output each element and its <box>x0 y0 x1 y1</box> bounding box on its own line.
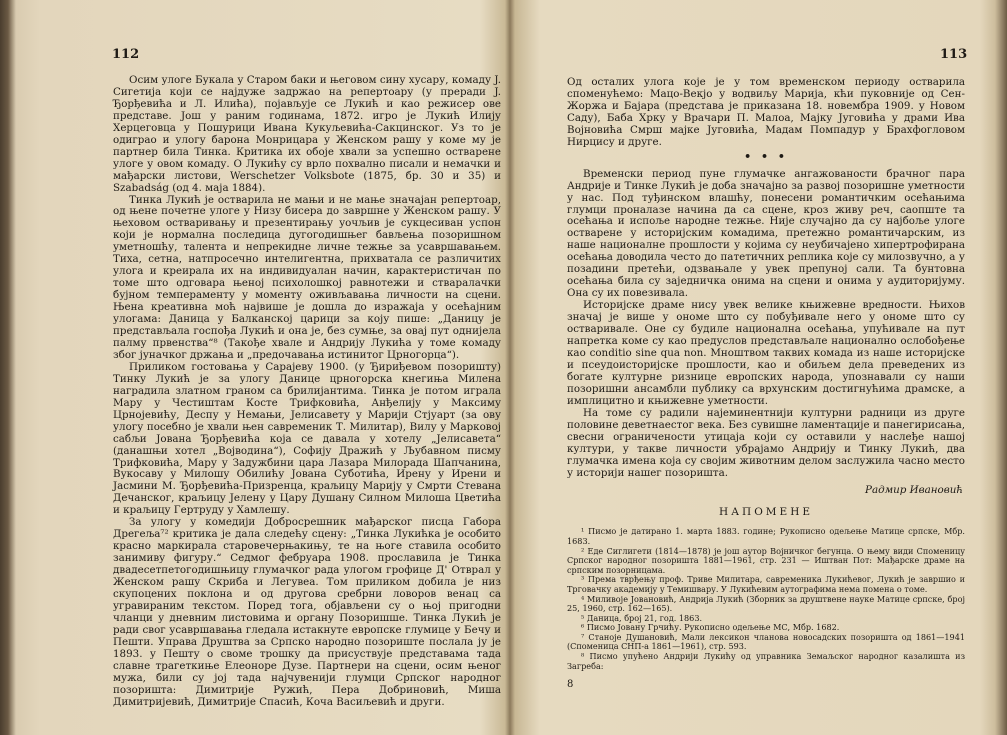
author-signature: Радмир Ивановић <box>865 484 963 497</box>
footnote: ⁶ Писмо Јовану Грчићу. Рукописно одељење МС, Мбр. 1682. <box>581 622 840 633</box>
footnote: ³ Према тврђењу проф. Триве Милитара, савременика Лукићевог, Лукић је завршио и Трговачку академију у Темишвару. У Лукићевим аутографима нема помена о томе. <box>567 574 965 594</box>
footnote: ⁴ Миливоје Јовановић, Андрија Лукић (Зборник за друштвене науке Матице српске, број 25, 1960, стр. 162—165). <box>567 593 965 614</box>
left-body-text <box>113 75 501 709</box>
paragraph: На томе су радили најеминентнији културни радници из друге половине деветнаестог века. Без сувишне ламентације и панегирисања, свесни ограничености утицаја који су оставили у наслеђе нашој култури, у такве личности убрајамо Андрију и Тинку Лукић, два глумачка имена која су својим животним делом заслужила часно место у историји нашег позоришта. <box>567 406 965 479</box>
footnote: ⁵ Даница, број 21, год. 1863. <box>581 612 703 623</box>
paragraph: Временски период пуне глумачке ангажованости брачног пара Андрије и Тинке Лукић је доба значајно за развој позоришне уметности у нас. Под туђинском влашћу, понесени романтичким осећањима глумци проналазе начина да са сцене, кроз живу реч, саопште та осећања и испоље народне тежње. Није случајно да су најбоље улоге остварене у историјским комадима, претежно романтичарским, из наше националне прошлости у којима су неубичајено хипертрофирана осећања доводила често до патетичних реплика које су милозвучно, а у позадини претећи, одзвањале у увек препуној сали. Та бунтовна осећања била су заједничка онима на сцени и онима у аудиторијуму. Она су их повезивала. <box>567 167 965 300</box>
paragraph: Приликом гостовања у Сарајеву 1900. (у Ђириђевом позоришту) Тинку Лукић је за улогу Данице црногорска кнегиња Милена наградила златном граном са брилијантима. Тинка је потом играла Мару у Честиштам Косте Трифковића, Анђелију у Максиму Црнојевићу, Деспу у Немањи, Јелисавету у Марији Стјуарт (за ову улогу посебно је хвали њен савременик Т. Милитар), Вилу у Марковој сабљи Јована Ђорђевића која се давала у хотелу „Јелисавета“ (данашњи хотел „Војводина“), Софију Дражић у Љубавном писму Трифковића, Мару у Задужбини цара Лазара Милорада Шапчанина, Вукосаву у Милошу Обилићу Јована Суботића, Ирену у Ирени и Јасмини М. Ђорђевића-Призренца, краљицу Марију у Смрти Стевана Дечанског, краљицу Јелену у Цару Душану Силном Милоша Цветића и краљицу Гертруду у Хамлешу. <box>113 360 501 517</box>
paragraph: За улогу у комедији Добросрешник мађарског писца Габора Дрегеља⁷² критика је дала следећу сцену: „Тинка Лукићка је особито красно маркирала старовечерњакињу, те на њоге ставила особито занимиву фигуру.“ Седмог фебруара 1908. прославила је Тинка двадесетпетогодишњицу глумачког рада улогом грофице Д' Отврал у Женском рашу Скриба и Легувеа. Том приликом добила је низ скупоцених поклона и од другова сребрни ловоров венац са угравираним текстом. Поред тога, објављени су о њој пригодни чланци у дневним листовима и органу Позоришше. Тинка Лукић је ради свог усавршавања гледала истакнуте европске глумице у Бечу и Пешти. Управа Друштва за Српско народно позориште послала ју је 1893. у Пешту о своме трошку да присуствује представама тада славне трагеткиње Елеоноре Дузе. Партнери на сцени, осим њеног мужа, били су јој тада најчувенији глумци Српског народног позоришта: Димитрије Ружић, Пера Добриновић, Миша Димитријевић, Димитрије Спасић, Коча Васиљевић и други. <box>113 516 501 708</box>
paragraph: Осим улоге Букала у Старом баки и његовом сину хусару, комаду J. Сигетија који се најдуже задржао на репертоару (у преради J. Ђорђевића и Л. Илића), појављује се Лукић и као режисер ове представе. Још у раним годинама, 1872. игро је Лукић Илију Херцеговца у Пошурици Ивана Кукуљевића-Сакцинског. Уз то је одиграо и улогу барона Монрицара у Женском рашу у коме му је партнер била Тинка. Критика их обоје хвали за успешно остварене улоге у овом комаду. О Лукићу су врло похвално писали и немачки и мађарски листови, Werschetzer Volksbote (1875, бр. 30 и 35) и Szabadság (од 4. маја 1884). <box>113 74 501 194</box>
footnote: ² Еде Сиглигети (1814—1878) је још аутор Војничког бегунца. О њему види Споменицу Српског народног позоришта 1881—1961, стр. 231 — Иштван Пот: Мађарске драме на српским позорницама. <box>567 545 965 575</box>
right-page <box>512 0 997 735</box>
footnote: ¹ Писмо је датирано 1. марта 1883. године; Рукописно одељење Матице српске, Мбр. 1683. <box>567 526 965 546</box>
paragraph: Тинка Лукић је остварила не мањи и не мање значајан репертоар, од њене почетне улоге у Низу бисера до завршне у Женском рашу. У њеховом остваривању и презентирању уочљив је сукцесиван успон који је нормална последица дугогодишњег бављења позоришном уметношћу, талента и непрекидне личне тежње за усавршавањем. Тиха, сетна, натпросечно интелигентна, прихватала се различитих улога и креирала их на индивидуалан начин, карактеристичан по томе што одговара њеној психолошкој равнотежи и стваралачки бујном темпераменту у моменту оживљавања личности на сцени. Њена креативна моћ највише је дошла до изражаја у осећајним улогама: Даница у Балканској царици за коју пише: „Даницу је представљала госпођа Лукић и она је, без сумње, за овај пут однијела палму првенства“⁸ (Такође хвале и Андрију Лукића у томе комаду због јуначког држања и „предочавања истинитог Црногорца“). <box>113 193 501 361</box>
notes-heading: НАПОМЕНЕ <box>718 506 814 519</box>
footnotes <box>567 527 965 671</box>
page-number: 112 <box>112 47 140 62</box>
paragraph: Историјске драме нису увек велике књижевне вредности. Њихов значај је више у ономе што су побуђивале него у ономе што су остваривале. Оне су будиле национална осећања, упућивале на пут напретка коме су као предуслов представљале национално ослобођење као conditio sine qua non. Мноштвом таквих комада из наше историјске и псеудоисторијске прошлости, као и обиљем дела преведених из богате културне ризнице европских народа, упознавали су наши позоришни ансамбли публику са врхунским достигнућима драмске, а имплицитно и књижевне уметности. <box>567 299 965 407</box>
footnote: ⁷ Станоје Душановић, Мали лексикон чланова новосадских позоришта од 1861—1941 (Споменица СНП-а 1861—1961), стр. 593. <box>567 631 965 652</box>
page-number: 113 <box>940 47 968 62</box>
signature-mark: 8 <box>567 679 574 691</box>
right-body-text <box>567 77 965 691</box>
paragraph: Од осталих улога које је у том временском периоду остварила споменућемо: Мацо-Векјо у водвиљу Марија, кћи пуковније од Сен-Жоржа и Бајара (представа је приказана 18. новембра 1909. у Новом Саду), Баба Хрку у Врачари П. Малоа, Мајку Југовића у драми Ива Војновића Смрш мајке Југовића, Мадам Помпадур у Брахфогловом Нирцису и друге. <box>567 76 965 148</box>
section-separator: • • • <box>744 149 788 163</box>
left-page <box>14 0 508 735</box>
footnote: ⁸ Писмо упућено Андрији Лукићу од управника Земаљског народног казалишта из Загреба: <box>567 651 965 671</box>
